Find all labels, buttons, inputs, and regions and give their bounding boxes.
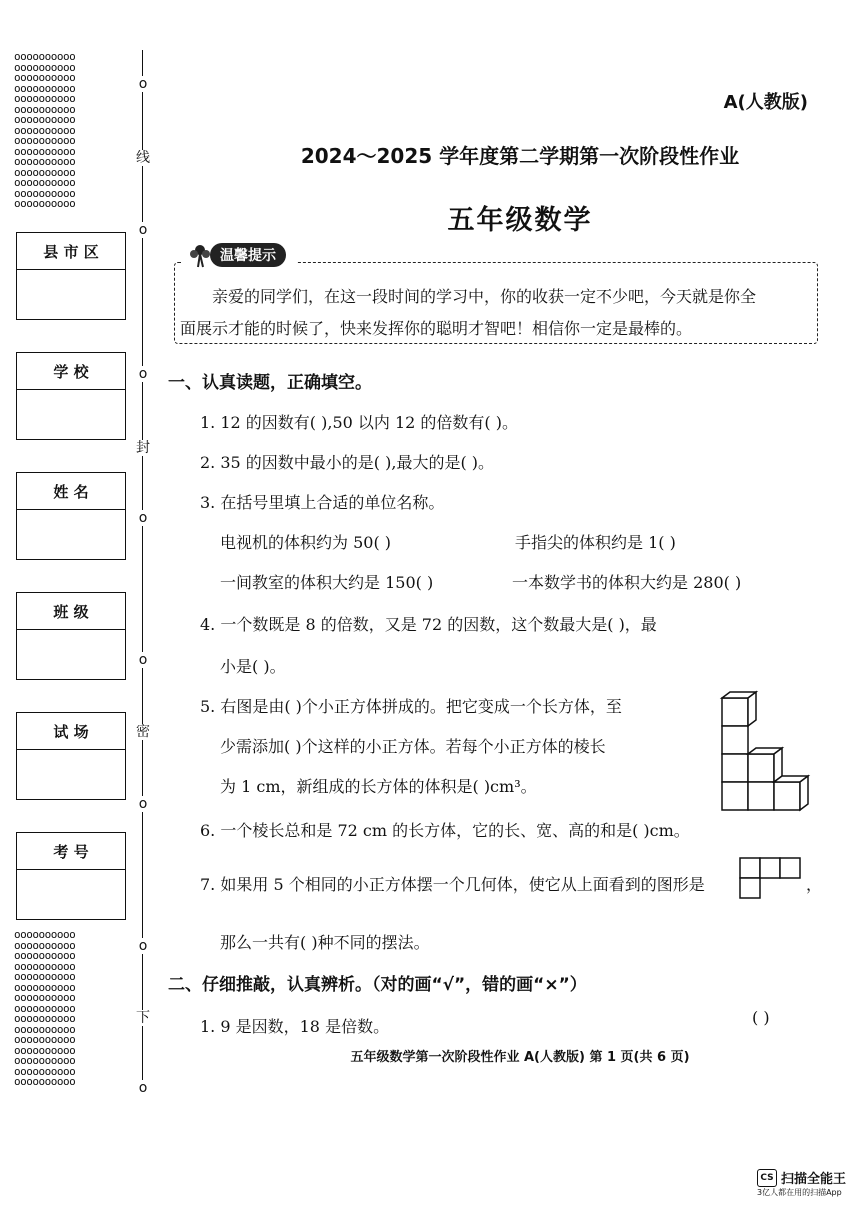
binding-dot: o — [134, 366, 152, 382]
decorative-circles-bottom: oooooooooo oooooooooo oooooooooo oooooooooo oooooooooo oooooooooo oooooooooo oooooooooo oooooooooo oooooooooo oooooooooo oooooooooo oooooooooo oooooooooo oooooooooo — [14, 930, 76, 1088]
question-3b: 手指尖的体积约是 1( ) — [515, 533, 676, 552]
field-class[interactable] — [16, 592, 126, 680]
binding-dot: o — [134, 222, 152, 238]
field-school[interactable] — [16, 352, 126, 440]
question-3a: 电视机的体积约为 50( ) — [220, 533, 392, 552]
question-5-line-3: 为 1 cm，新组成的长方体的体积是( )cm³。 — [220, 777, 537, 796]
tips-line-2: 面展示才能的时候了，快来发挥你的聪明才智吧！相信你一定是最棒的。 — [180, 319, 693, 338]
edition-label: A(人教版) — [723, 92, 808, 113]
field-county-label: 县 市 区 — [17, 233, 125, 270]
question-7-line-2: 那么一共有( )种不同的摆法。 — [220, 933, 430, 952]
page-footer: 五年级数学第一次阶段性作业 A(人教版) 第 1 页(共 6 页) — [350, 1050, 690, 1065]
question-5-line-1: 5. 右图是由( )个小正方体拼成的。把它变成一个长方体，至 — [200, 697, 622, 716]
binding-label-xia: 下 — [136, 1010, 150, 1026]
binding-dot: o — [134, 76, 152, 92]
binding-dot: o — [134, 652, 152, 668]
section-1-title: 一、认真读题，正确填空。 — [168, 373, 372, 393]
watermark-brand: 扫描全能王 — [780, 1172, 846, 1187]
question-7-comma: ， — [806, 875, 823, 894]
binding-dot: o — [134, 510, 152, 526]
field-county[interactable] — [16, 232, 126, 320]
field-exam-number-label: 考 号 — [17, 833, 125, 870]
field-name[interactable] — [16, 472, 126, 560]
question-5-line-2: 少需添加( )个这样的小正方体。若每个小正方体的棱长 — [220, 737, 606, 756]
subject-title: 五年级数学 — [447, 205, 593, 236]
judge-question-1: 1. 9 是因数，18 是倍数。 — [200, 1017, 390, 1036]
question-7-line-1: 7. 如果用 5 个相同的小正方体摆一个几何体，使它从上面看到的图形是 — [200, 875, 705, 894]
question-4-line-1: 4. 一个数既是 8 的倍数，又是 72 的因数，这个数最大是( )，最 — [200, 615, 657, 634]
flower-icon — [186, 240, 214, 268]
question-4-line-2: 小是( )。 — [220, 657, 286, 676]
tips-label-text: 温馨提示 — [210, 243, 286, 267]
question-3c: 一间教室的体积大约是 150( ) — [220, 573, 434, 592]
binding-label-xian: 线 — [136, 150, 150, 166]
section-2-title: 二、仔细推敲，认真辨析。（对的画“√”，错的画“×”） — [168, 975, 587, 995]
question-3d: 一本数学书的体积大约是 280( ) — [512, 573, 742, 592]
field-school-label: 学 校 — [17, 353, 125, 390]
binding-dot: o — [134, 796, 152, 812]
field-name-label: 姓 名 — [17, 473, 125, 510]
question-2: 2. 35 的因数中最小的是( ),最大的是( )。 — [200, 453, 495, 472]
field-class-label: 班 级 — [17, 593, 125, 630]
exam-title: 2024～2025 学年度第二学期第一次阶段性作业 — [300, 144, 740, 168]
cube-stack-figure — [718, 688, 818, 814]
binding-label-feng: 封 — [136, 440, 150, 456]
scanner-watermark — [757, 1168, 846, 1198]
tips-line-1: 亲爱的同学们，在这一段时间的学习中，你的收获一定不少吧，今天就是你全 — [212, 287, 757, 306]
question-6: 6. 一个棱长总和是 72 cm 的长方体，它的长、宽、高的和是( )cm。 — [200, 821, 690, 840]
binding-dot: o — [134, 1080, 152, 1096]
decorative-circles-top: oooooooooo oooooooooo oooooooooo oooooooooo oooooooooo oooooooooo oooooooooo oooooooooo oooooooooo oooooooooo oooooooooo oooooooooo oooooooooo oooooooooo oooooooooo — [14, 52, 76, 210]
question-1: 1. 12 的因数有( ),50 以内 12 的倍数有( )。 — [200, 413, 519, 432]
watermark-sub: 3亿人都在用的扫描App — [756, 1188, 842, 1197]
field-exam-number[interactable] — [16, 832, 126, 920]
cs-logo-icon: CS — [757, 1169, 777, 1187]
binding-dot: o — [134, 938, 152, 954]
question-3: 3. 在括号里填上合适的单位名称。 — [200, 493, 445, 512]
binding-label-mi: 密 — [136, 724, 150, 740]
top-view-figure — [738, 856, 804, 902]
field-exam-room-label: 试 场 — [17, 713, 125, 750]
judge-answer-blank: ( ) — [752, 1008, 770, 1027]
field-exam-room[interactable] — [16, 712, 126, 800]
